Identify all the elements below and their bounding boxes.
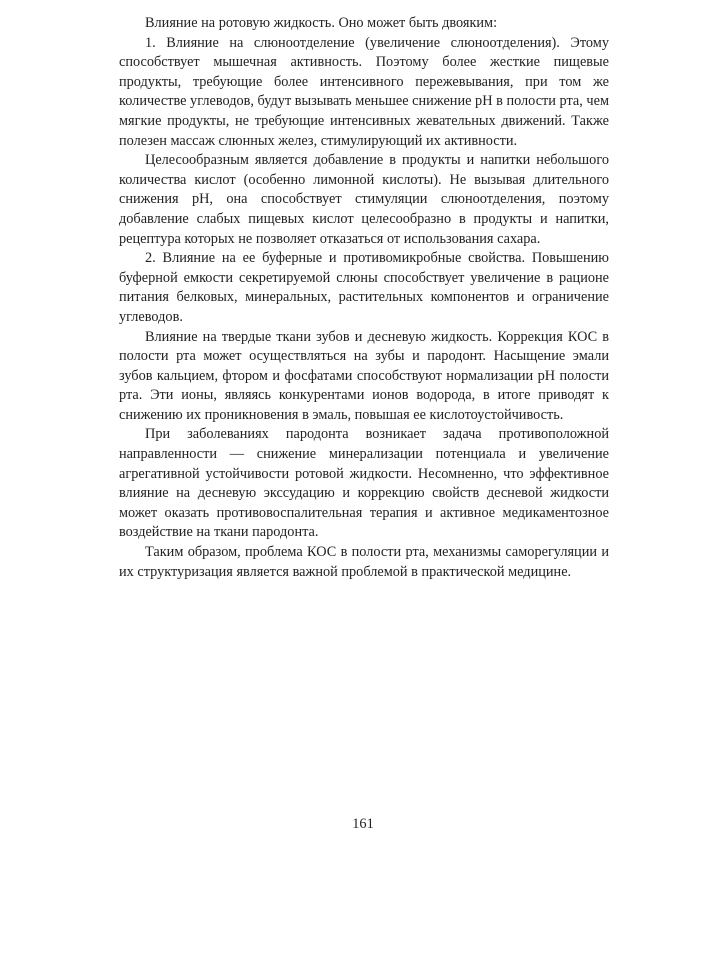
paragraph-conclusion: Таким образом, проблема КОС в полости рта, механизмы саморегуляции и их структуризация является важной проблемой в практической медицине. (119, 544, 609, 580)
paragraph-periodontal: При заболеваниях пародонта возникает задача противоположной направленности — снижение минерализации потенциала и увеличение агрегативной устойчивости ротовой жидкости. Несомненно, что эффективное влияние на десневую экссудацию и коррекцию свойств десневой жидкости может оказать противовоспалительная терапия и активное медикаментозное воздействие на ткани пародонта. (119, 426, 609, 541)
paragraph-hard-tissues: Влияние на твердые ткани зубов и десневую жидкость. Коррекция КОС в полости рта может осуществляться на зубы и пародонт. Насыщение эмали зубов кальцием, фтором и фосфатами способствуют нормализации pH полости рта. Эти ионы, являясь конкурентами ионов водорода, в итоге приводят к снижению их проникновения в эмаль, повышая ее кислотоустойчивость. (119, 328, 609, 423)
paragraph-oral-fluid-intro: Влияние на ротовую жидкость. Оно может быть двояким: (145, 15, 498, 31)
paragraph-buffer-properties: 2. Влияние на ее буферные и противомикробные свойства. Повышению буферной емкости секретируемой слюны способствует увеличение в рационе питания белковых, минеральных, растительных компонентов и ограничение углеводов. (119, 250, 609, 325)
paragraph-acids: Целесообразным является добавление в продукты и напитки небольшого количества кислот (особенно лимонной кислоты). Не вызывая длительного снижения pH, она способствует стимуляции слюноотделения, поэтому добавление слабых пищевых кислот целесообразно в продукты и напитки, рецептура которых не позволяет отказаться от использования сахара. (119, 152, 609, 247)
page-number: 161 (352, 816, 374, 832)
body-text (119, 14, 609, 582)
paragraph-salivation: 1. Влияние на слюноотделение (увеличение слюноотделения). Этому способствует мышечная активность. Поэтому более жесткие пищевые продукты, требующие более интенсивного пережевывания, при том же количестве углеводов, будут вызывать меньшее снижение pH в полости рта, чем мягкие продукты, не требующие интенсивных жевательных движений. Также полезен массаж слюнных желез, стимулирующий их активности. (119, 34, 609, 149)
